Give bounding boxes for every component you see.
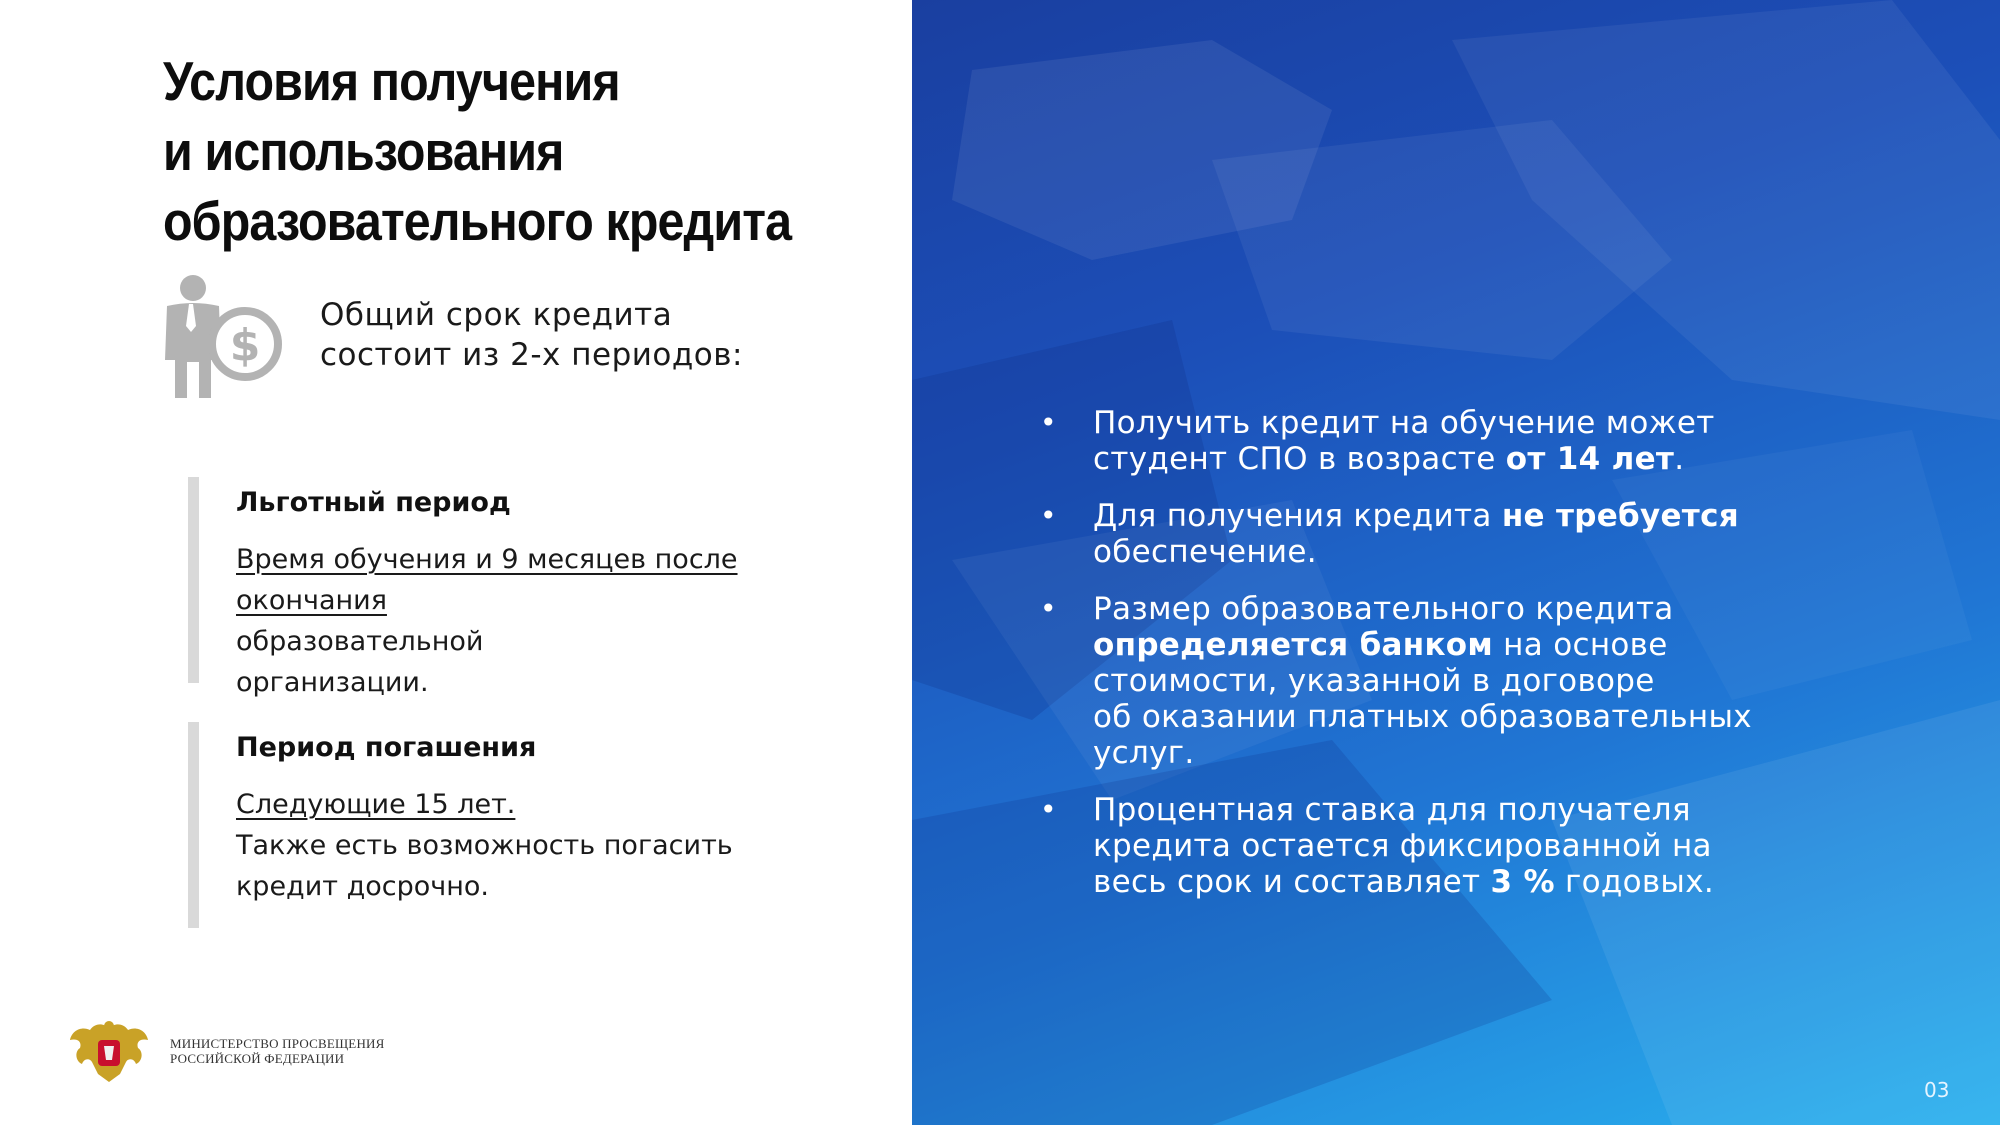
text-line [236, 784, 733, 825]
repayment-period-block [188, 722, 828, 928]
condition-item [1040, 792, 1940, 900]
title-line: и использования [163, 120, 564, 182]
plain-text: кредит досрочно. [236, 871, 489, 902]
text-line [236, 539, 738, 580]
condition-line [1093, 441, 1940, 477]
accent-bar [188, 722, 199, 928]
condition-line: • Размер образовательного кредита [1093, 591, 1674, 627]
condition-line: • Получить кредит на обучение может [1093, 405, 1715, 441]
double-headed-eagle-emblem [68, 1018, 150, 1086]
ministry-line: МИНИСТЕРСТВО ПРОСВЕЩЕНИЯ [170, 1036, 385, 1051]
bold-text: определяется банком [1093, 627, 1494, 663]
condition-line [1093, 627, 1940, 663]
plain-text: на основе [1493, 627, 1668, 663]
svg-text:$: $ [229, 320, 261, 371]
plain-text: студент СПО в возрасте [1093, 441, 1506, 477]
plain-text: Также есть возможность погасить [236, 830, 733, 861]
ministry-name [170, 1036, 385, 1066]
underlined-text: Время обучения и 9 месяцев после [236, 544, 738, 575]
bold-text: 3 % [1490, 864, 1555, 900]
intro-line: состоит из 2-х периодов: [320, 337, 743, 373]
plain-text: Для получения кредита [1093, 498, 1502, 534]
condition-line: услуг. [1093, 735, 1195, 771]
underlined-text: окончания [236, 585, 387, 616]
text-line [236, 580, 738, 662]
grace-period-text [236, 539, 738, 703]
condition-item [1040, 405, 1940, 477]
text-line [236, 825, 733, 866]
plain-text: организации. [236, 667, 429, 698]
condition-line [1093, 498, 1940, 534]
condition-line: обеспечение. [1093, 534, 1317, 570]
condition-line [1093, 864, 1940, 900]
grace-period-block [188, 477, 828, 698]
condition-item [1040, 498, 1940, 570]
plain-text: образовательной [236, 626, 484, 657]
intro-line: Общий срок кредита [320, 297, 673, 333]
underlined-text: Следующие 15 лет. [236, 789, 516, 820]
bold-text: от 14 лет [1505, 441, 1675, 477]
page-title [163, 46, 791, 256]
text-line [236, 662, 738, 703]
condition-item [1040, 591, 1940, 771]
accent-bar [188, 477, 199, 683]
condition-line: кредита остается фиксированной на [1093, 828, 1712, 864]
bold-text: не требуется [1501, 498, 1739, 534]
credit-term-intro [320, 295, 743, 375]
plain-text: . [1674, 441, 1685, 477]
page-number: 03 [1924, 1078, 1950, 1102]
repayment-period-title: Период погашения [236, 732, 537, 763]
text-line [236, 866, 733, 907]
plain-text: годовых. [1554, 864, 1714, 900]
condition-line: • Процентная ставка для получателя [1093, 792, 1691, 828]
businessman-dollar-icon [155, 270, 285, 400]
condition-line: об оказании платных образовательных [1093, 699, 1752, 735]
repayment-period-text [236, 784, 733, 907]
title-line: Условия получения [163, 50, 620, 112]
conditions-list [1040, 405, 1940, 921]
plain-text: весь срок и составляет [1093, 864, 1491, 900]
ministry-line: РОССИЙСКОЙ ФЕДЕРАЦИИ [170, 1051, 345, 1066]
title-line: образовательного кредита [163, 190, 792, 252]
grace-period-title: Льготный период [236, 487, 511, 518]
condition-line: стоимости, указанной в договоре [1093, 663, 1655, 699]
